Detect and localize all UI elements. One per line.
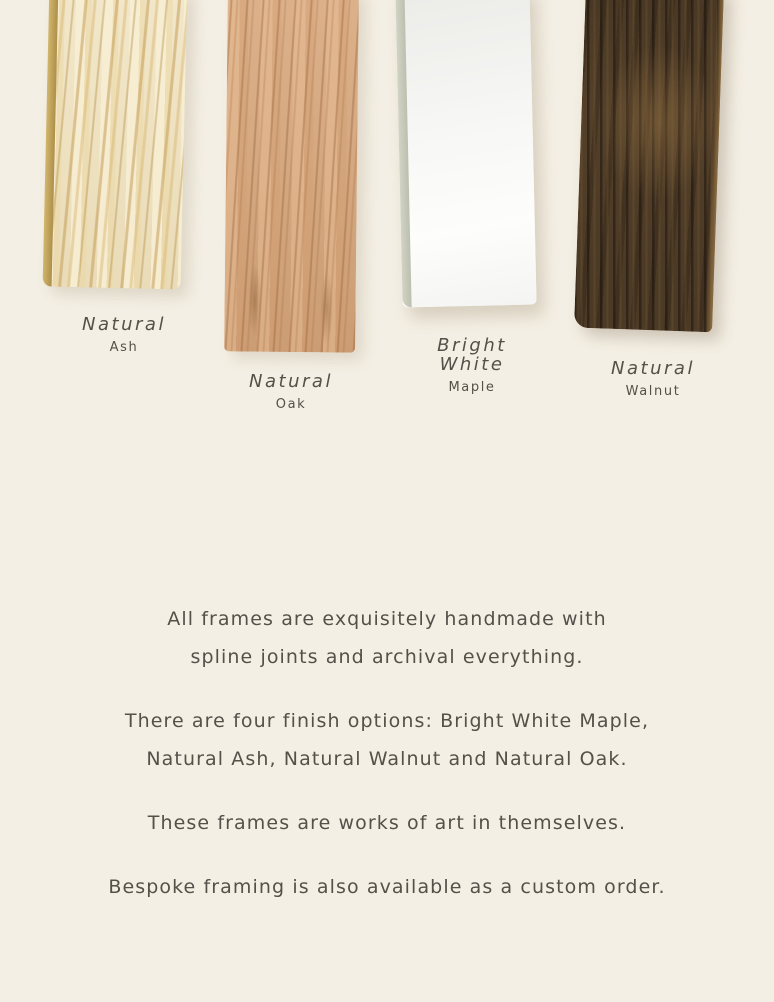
- paragraph-bespoke: [0, 868, 774, 906]
- text-line: spline joints and archival everything.: [190, 646, 584, 668]
- paragraph-finish-options: [0, 702, 774, 778]
- text-line: These frames are works of art in themselves.: [147, 812, 627, 834]
- finish-name: Natural: [249, 371, 333, 392]
- wood-name: Maple: [448, 380, 496, 395]
- finish-name: Natural: [611, 358, 695, 379]
- wood-sample-natural-ash: [43, 0, 188, 290]
- wood-sample-natural-oak: [224, 0, 359, 353]
- walnut-side-edge: [705, 0, 724, 332]
- maple-side-edge: [395, 0, 411, 307]
- label-natural-walnut: [553, 359, 753, 399]
- text-line: There are four finish options: Bright White Maple,: [124, 710, 650, 732]
- paragraph-works-of-art: [0, 804, 774, 842]
- description: [0, 600, 774, 932]
- wood-name: Oak: [275, 397, 307, 412]
- finish-name-line-2: White: [439, 354, 505, 375]
- wood-name: Walnut: [625, 384, 681, 399]
- label-natural-ash: [24, 315, 224, 355]
- text-line: Bespoke framing is also available as a custom order.: [108, 876, 666, 898]
- text-line: All frames are exquisitely handmade with: [167, 608, 607, 630]
- finish-name: Natural: [82, 314, 166, 335]
- text-line: Natural Ash, Natural Walnut and Natural Oak.: [146, 748, 628, 770]
- wood-sample-natural-walnut: [574, 0, 724, 332]
- wood-sample-bright-white-maple: [395, 0, 536, 307]
- paragraph-handmade: [0, 600, 774, 676]
- label-natural-oak: [191, 372, 391, 412]
- ash-side-edge: [43, 0, 59, 287]
- wood-name: Ash: [109, 340, 139, 355]
- label-bright-white-maple: [372, 336, 572, 395]
- finish-name: Bright: [437, 335, 507, 356]
